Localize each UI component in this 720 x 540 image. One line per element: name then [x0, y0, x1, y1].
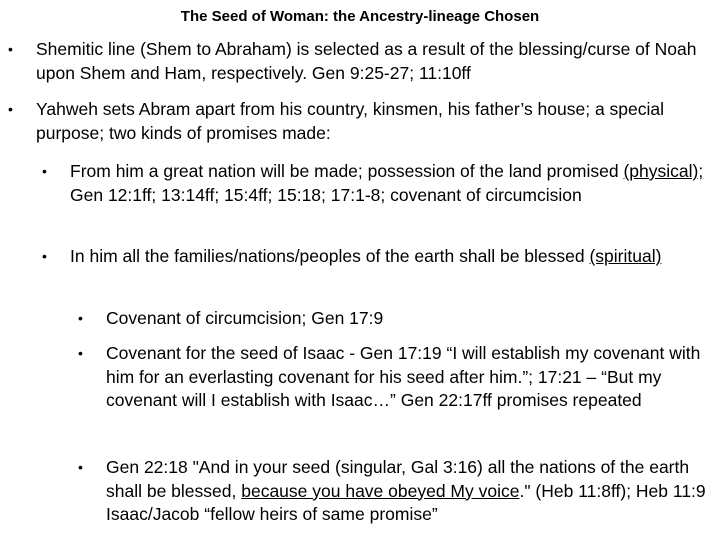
bullet-text — [70, 245, 710, 269]
bullet-text: Yahweh sets Abram apart from his country, kinsmen, his father’s house; a special purpose; two kinds of promises made: — [36, 99, 665, 143]
bullet-marker: • — [78, 345, 83, 361]
text-segment: Gen 12:1ff; 13:14ff; 15:4ff; 15:18; 17:1-8; covenant of circumcision — [70, 184, 582, 205]
bullet-item-great-nation — [42, 160, 710, 207]
bullet-item-abram-set-apart — [8, 98, 716, 145]
bullet-marker: • — [78, 310, 83, 326]
text-segment: From him a great nation will be made; possession of the land promised — [70, 161, 624, 181]
bullet-marker: • — [42, 163, 47, 179]
bullet-item-covenant-isaac — [78, 342, 706, 413]
bullet-text — [106, 456, 706, 527]
underlined-text: because you have obeyed My voice — [241, 480, 520, 501]
bullet-text — [70, 160, 710, 207]
bullet-marker: • — [78, 459, 83, 475]
bullet-item-gen-22-18 — [78, 456, 706, 527]
bullet-marker: • — [8, 41, 13, 57]
bullet-item-shemitic-line — [8, 38, 716, 85]
text-segment: Gen 22:18 "And in your seed (singular, Gal 3:16) all the nations of the earth shall be blessed, — [106, 457, 690, 501]
bullet-marker: • — [8, 101, 13, 117]
slide-title: The Seed of Woman: the Ancestry-lineage Chosen — [180, 8, 540, 25]
bullet-item-families-blessed — [42, 245, 710, 269]
underlined-text: (physical); — [623, 161, 704, 181]
text-segment: ." (Heb 11:8ff); Heb 11:9 Isaac/Jacob “fellow heirs of same promise” — [106, 480, 706, 524]
underlined-text: (spiritual) — [589, 246, 662, 266]
bullet-marker: • — [42, 248, 47, 264]
bullet-text: Covenant for the seed of Isaac - Gen 17:19 “I will establish my covenant with him for an everlasting covenant for his seed after him.”; 17:21 – “But my covenant will I establish with Isaac…” Gen 22:17ff promises repeated — [106, 343, 701, 410]
text-segment: In him all the families/nations/peoples of the earth shall be blessed — [70, 246, 590, 266]
bullet-text: Shemitic line (Shem to Abraham) is selected as a result of the blessing/curse of Noah upon Shem and Ham, respectively. Gen 9:25-27; 11:10ff — [36, 39, 697, 83]
bullet-text: Covenant of circumcision; Gen 17:9 — [106, 308, 384, 328]
bullet-item-covenant-circumcision — [78, 307, 706, 331]
